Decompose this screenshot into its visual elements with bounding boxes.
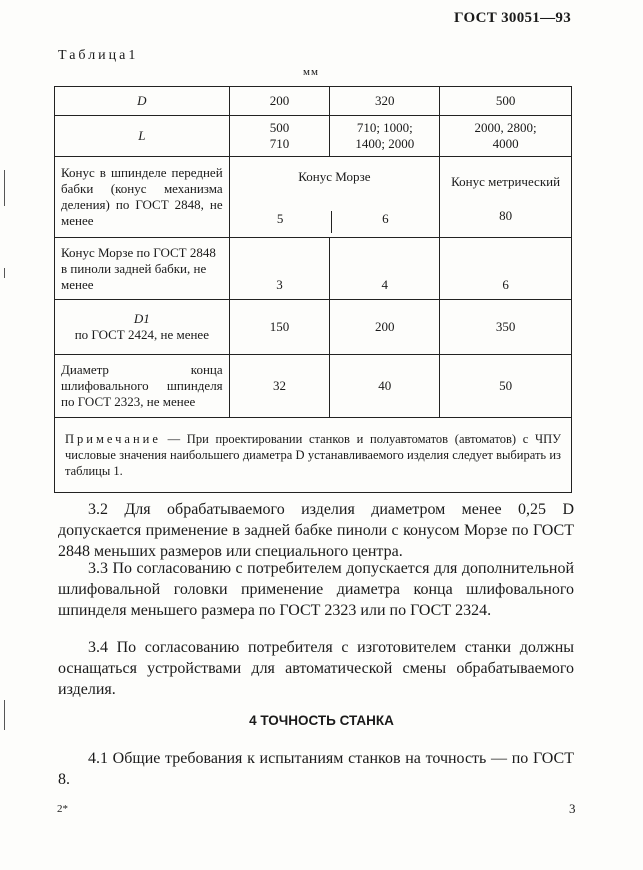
- table-cell: [440, 157, 572, 238]
- sheet-mark: 2*: [57, 803, 68, 815]
- table-cell: 500 710: [229, 116, 330, 157]
- table-row: [55, 157, 572, 238]
- table-cell: 320: [330, 87, 440, 116]
- table-cell: [55, 300, 230, 355]
- note-text: — При проектировании станков и полуавтоматов (автоматов) с ЧПУ числовые значения наибольшего диаметра D устанавливаемого изделия следует выбирать из таблицы 1.: [65, 432, 561, 478]
- table-cell: 150: [229, 300, 330, 355]
- table-row: [55, 238, 572, 300]
- table-cell: D: [55, 87, 230, 116]
- table-cell: 6: [440, 238, 572, 300]
- paragraph-text: 4.1 Общие требования к испытаниям станков на точность — по ГОСТ 8.: [58, 750, 574, 788]
- table-units: мм: [303, 66, 319, 78]
- paragraph-text: 3.4 По согласованию потребителя с изготовителем станки должны оснащаться устройствами для автоматической смены обрабатываемого изделия.: [58, 639, 574, 698]
- table-cell: 500: [440, 87, 572, 116]
- table-cell: 200: [330, 300, 440, 355]
- table-cell: [229, 157, 440, 238]
- table-cell: L: [55, 116, 230, 157]
- paragraph-3-2: [58, 499, 574, 562]
- table-note: [55, 418, 572, 493]
- margin-mark: [4, 700, 5, 730]
- table-caption: Таблица1: [58, 48, 139, 63]
- spec-table: [54, 86, 572, 493]
- table-row: [55, 355, 572, 418]
- page-number: 3: [569, 801, 576, 816]
- table-cell: Конус в шпинделе передней бабки (конус механизма деления) по ГОСТ 2848, не менее: [55, 157, 230, 238]
- table-cell: 5: [276, 211, 284, 226]
- d1-text: по ГОСТ 2424, не менее: [74, 327, 209, 342]
- table-cell: 32: [229, 355, 330, 418]
- table-cell: 710; 1000; 1400; 2000: [330, 116, 440, 157]
- table-cell: Конус Морзе по ГОСТ 2848 в пиноли задней бабки, не менее: [55, 238, 230, 300]
- section-title: 4 ТОЧНОСТЬ СТАНКА: [249, 713, 394, 728]
- paragraph-text: 3.3 По согласованию с потребителем допускается для дополнительной шлифовальной головки применение диаметра конца шлифовального шпинделя меньшего размера по ГОСТ 2323 или по ГОСТ 2324.: [58, 560, 574, 619]
- metric-header: Конус метрический: [451, 174, 561, 189]
- margin-mark: [4, 268, 5, 278]
- paragraph-4-1: [58, 748, 574, 790]
- table-cell: 3: [229, 238, 330, 300]
- paragraph-3-4: [58, 637, 574, 700]
- metric-value: 80: [499, 208, 513, 223]
- table-cell: 50: [440, 355, 572, 418]
- table-cell: 40: [330, 355, 440, 418]
- table-cell: 350: [440, 300, 572, 355]
- table-cell: 6: [331, 211, 440, 233]
- table-cell: Диаметр конца шлифовального шпинделя по ГОСТ 2323, не менее: [55, 355, 230, 418]
- table-cell: 2000, 2800; 4000: [440, 116, 572, 157]
- paragraph-text: 3.2 Для обрабатываемого изделия диаметром менее 0,25 D допускается применение в задней бабке пиноли с конусом Морзе по ГОСТ 2848 меньших размеров или специального центра.: [58, 501, 574, 560]
- table-row: [55, 418, 572, 493]
- morse-header: Конус Морзе: [298, 169, 371, 184]
- note-label: Примечание: [65, 432, 161, 446]
- table-row: [55, 87, 572, 116]
- table-row: [55, 300, 572, 355]
- table-row: [55, 116, 572, 157]
- table-cell: 4: [330, 238, 440, 300]
- table-cell: 200: [229, 87, 330, 116]
- d1-symbol: D1: [133, 311, 150, 326]
- document-code: ГОСТ 30051—93: [453, 10, 571, 26]
- paragraph-3-3: [58, 558, 574, 621]
- margin-mark: [4, 170, 5, 206]
